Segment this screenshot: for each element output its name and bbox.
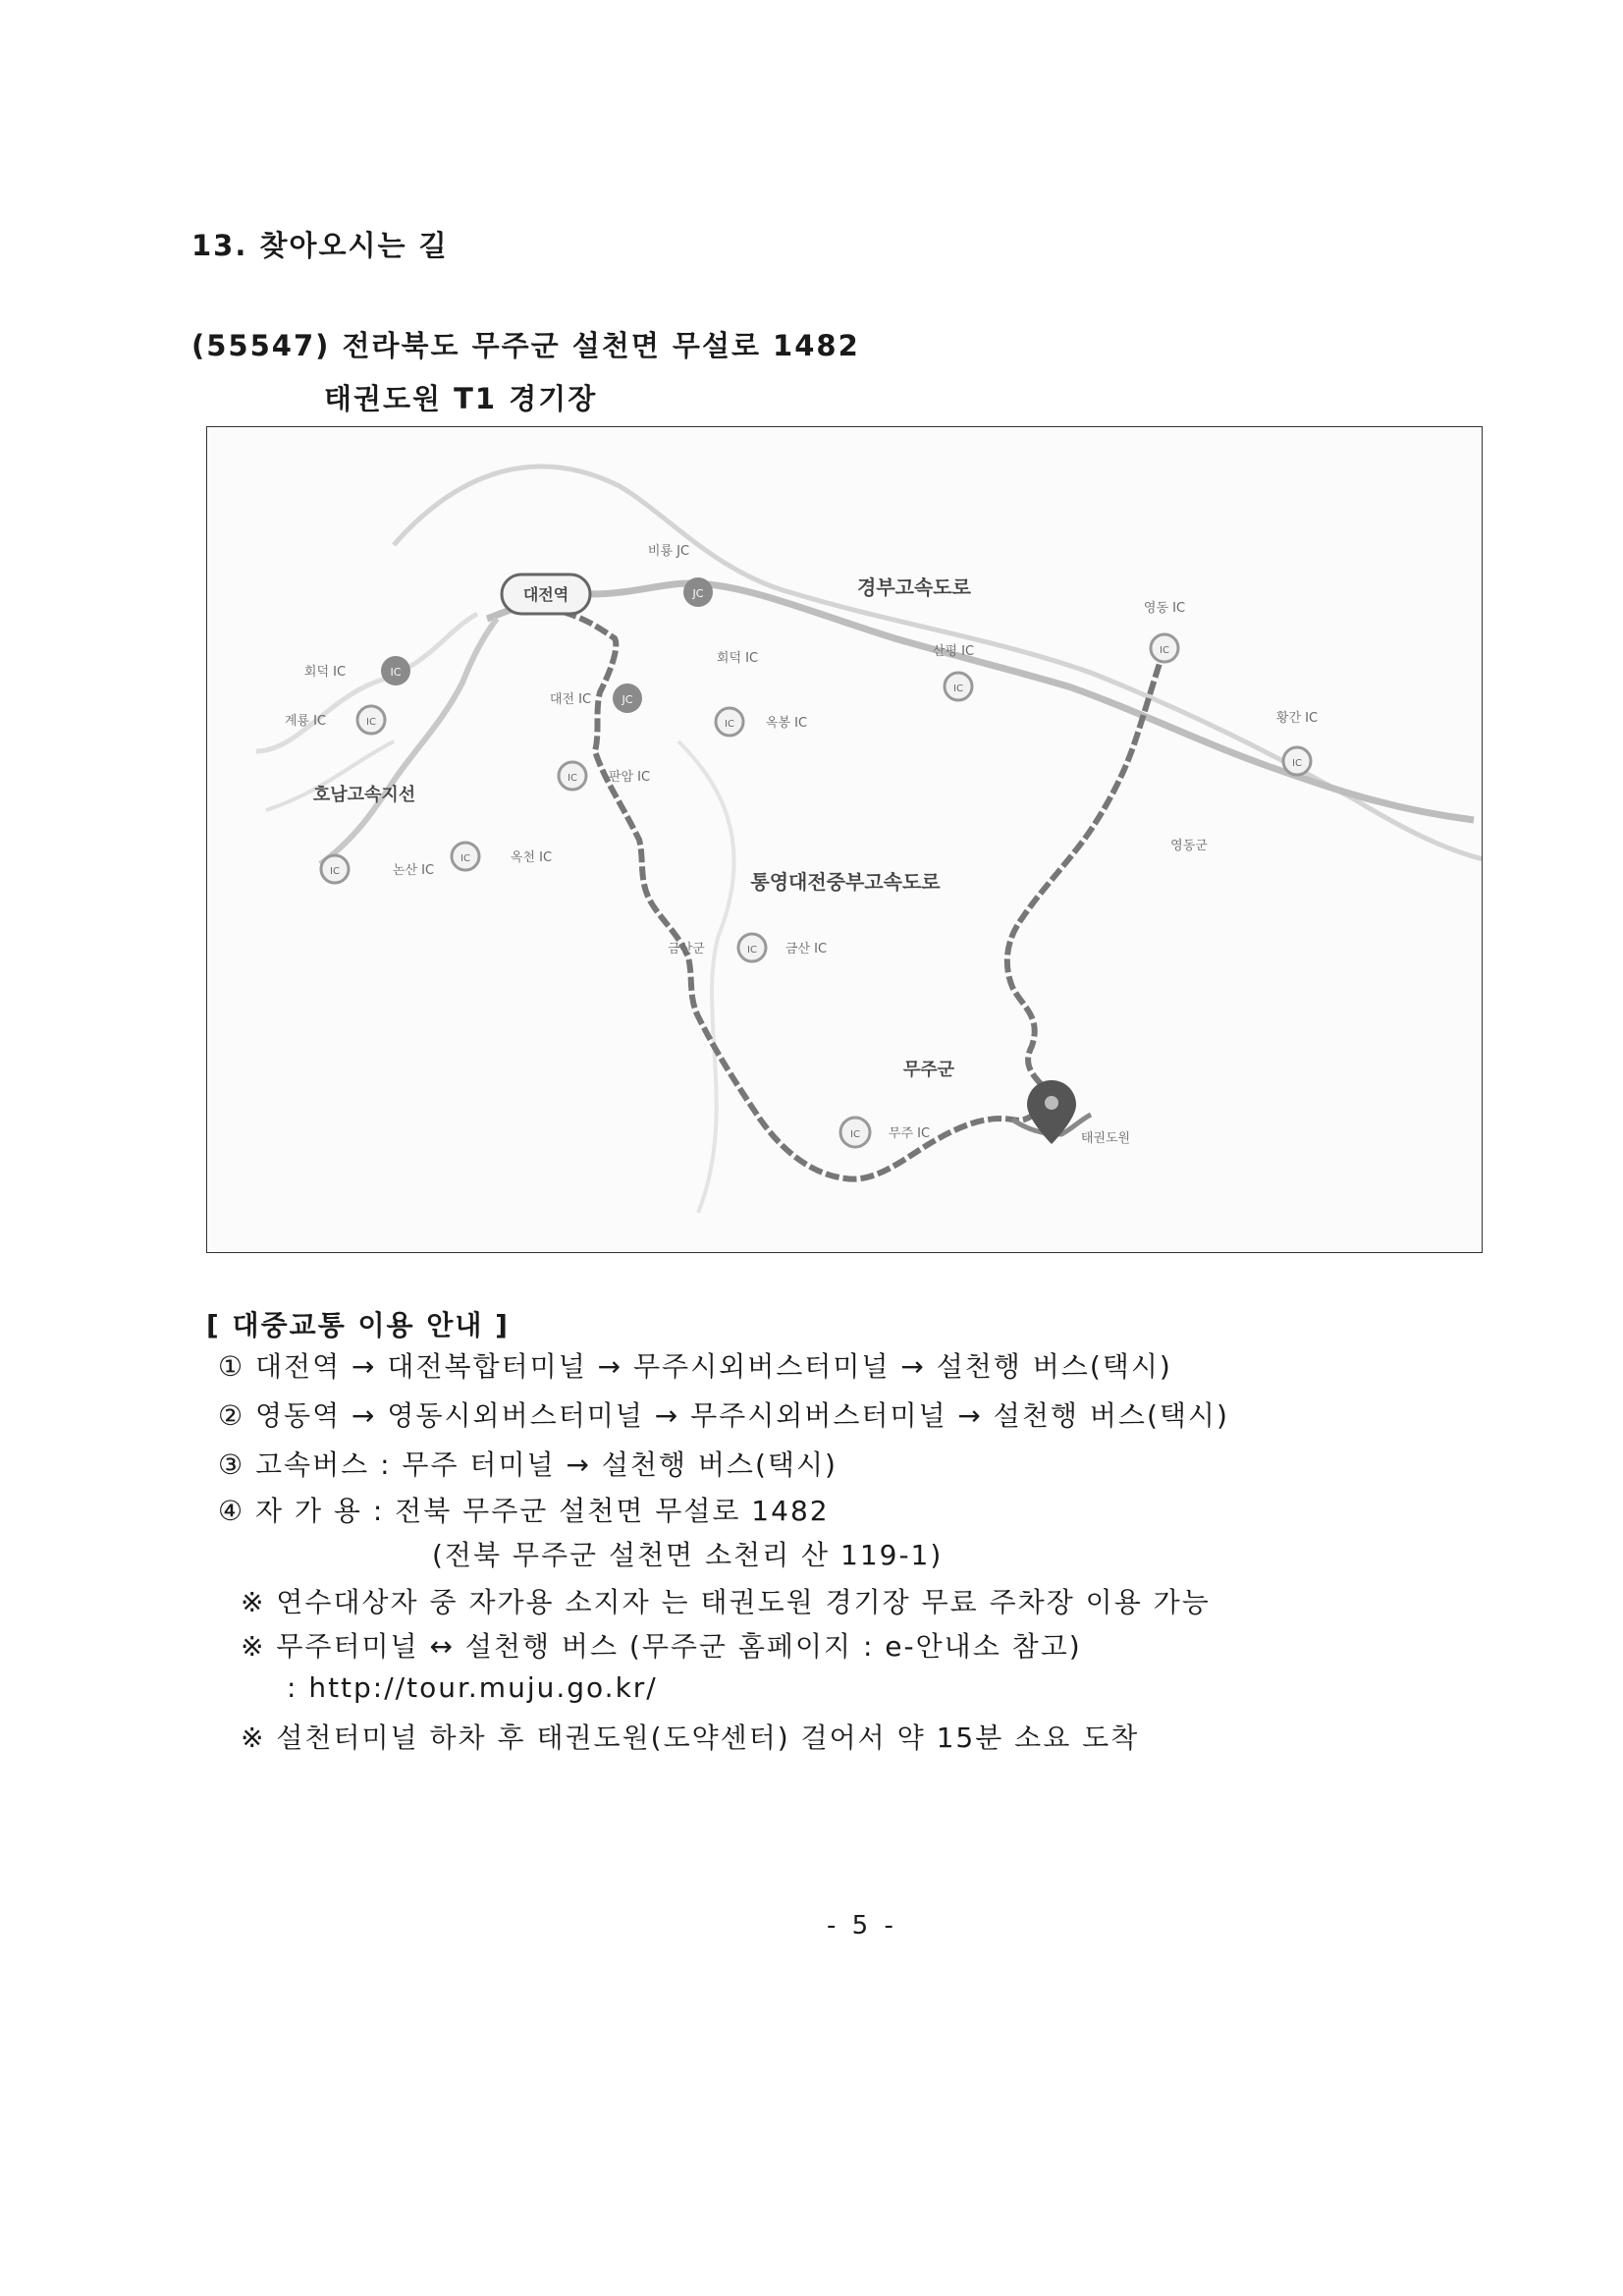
ic-nonsan-text: IC [330, 866, 340, 877]
destination-pin-dot [1045, 1096, 1058, 1110]
ic-pandeok-text: IC [568, 773, 577, 784]
ic-okcheon-label: 옥천 IC [510, 850, 553, 865]
place-yeongdong: 영동군 [1170, 839, 1208, 853]
ic-geumsan-label: 금산 IC [784, 942, 828, 957]
ic-okbong-text: IC [725, 719, 734, 730]
ic-sanpyeong-text: IC [953, 683, 963, 694]
place-hoedeok: 회덕 IC [716, 651, 759, 666]
ic-gyeryong-text: IC [366, 717, 376, 728]
ic-nonsan-label: 논산 IC [392, 863, 435, 878]
transit-item-2: ② 영동역 → 영동시외버스터미널 → 무주시외버스터미널 → 설천행 버스(택시) [218, 1399, 1229, 1432]
jc-hoedeok-text: IC [390, 666, 402, 679]
county-label: 무주군 [902, 1060, 955, 1080]
ic-yeongdong-label: 영동 IC [1143, 601, 1186, 616]
page-number: - 5 - [827, 1911, 897, 1941]
note-url: : http://tour.muju.go.kr/ [287, 1671, 658, 1704]
jc-biryong-label: 비룡 JC [647, 544, 690, 559]
ic-hwanggan-label: 황간 IC [1275, 711, 1319, 726]
note-bus: ※ 무주터미널 ↔ 설천행 버스 (무주군 홈페이지 : e-안내소 참고) [241, 1630, 1082, 1663]
section-heading: 13. 찾아오시는 길 [191, 229, 449, 262]
ic-yeongdong-text: IC [1160, 645, 1169, 656]
ic-muju-text: IC [850, 1129, 860, 1140]
ic-okbong-label: 옥봉 IC [765, 716, 808, 731]
ic-sanpyeong-label: 산평 IC [932, 644, 975, 659]
ic-geumsan-text: IC [747, 945, 757, 956]
honam-expressway [320, 619, 497, 864]
note-parking: ※ 연수대상자 중 자가용 소지자 는 태권도원 경기장 무료 주차장 이용 가능 [241, 1586, 1211, 1618]
address-line-1: (55547) 전라북도 무주군 설천면 무설로 1482 [191, 329, 860, 362]
station-label: 대전역 [522, 585, 569, 604]
ic-muju-label: 무주 IC [888, 1126, 931, 1141]
transit-header: [ 대중교통 이용 안내 ] [206, 1309, 510, 1341]
destination-pin-icon [1027, 1080, 1076, 1144]
ic-hwanggan-text: IC [1292, 758, 1302, 769]
bg-road-north [394, 466, 1483, 859]
transit-item-4-sub: (전북 무주군 설천면 소천리 산 119-1) [432, 1539, 944, 1571]
route-map [206, 426, 1483, 1253]
ic-hoedeok-label: 회덕 IC [303, 665, 347, 680]
ic-okcheon-text: IC [460, 853, 470, 864]
ic-gyeryong-label: 계룡 IC [284, 714, 327, 729]
note-walk: ※ 설천터미널 하차 후 태권도원(도약센터) 걸어서 약 15분 소요 도착 [241, 1722, 1140, 1754]
gyeongbu-label: 경부고속도로 [857, 575, 971, 599]
ic-pandeok-label: 판암 IC [608, 770, 651, 785]
jc-biryong-text: JC [692, 587, 704, 600]
transit-item-4: ④ 자 가 용 : 전북 무주군 설천면 무설로 1482 [218, 1495, 830, 1527]
place-geumsan: 금산군 [668, 942, 705, 957]
transit-item-3: ③ 고속버스 : 무주 터미널 → 설천행 버스(택시) [218, 1449, 838, 1481]
address-line-2: 태권도원 T1 경기장 [324, 382, 598, 415]
ic-daejeon-label: 대전 IC [549, 692, 592, 707]
tongyeong-label: 통영대전중부고속도로 [750, 870, 941, 894]
honam-label: 호남고속지선 [312, 785, 416, 805]
bg-road-central [678, 741, 734, 1213]
map-graphic [207, 427, 1483, 1253]
destination-label: 태권도원 [1080, 1131, 1131, 1146]
jc-daejeon-text: JC [622, 693, 633, 706]
transit-item-1: ① 대전역 → 대전복합터미널 → 무주시외버스터미널 → 설천행 버스(택시) [218, 1350, 1172, 1383]
